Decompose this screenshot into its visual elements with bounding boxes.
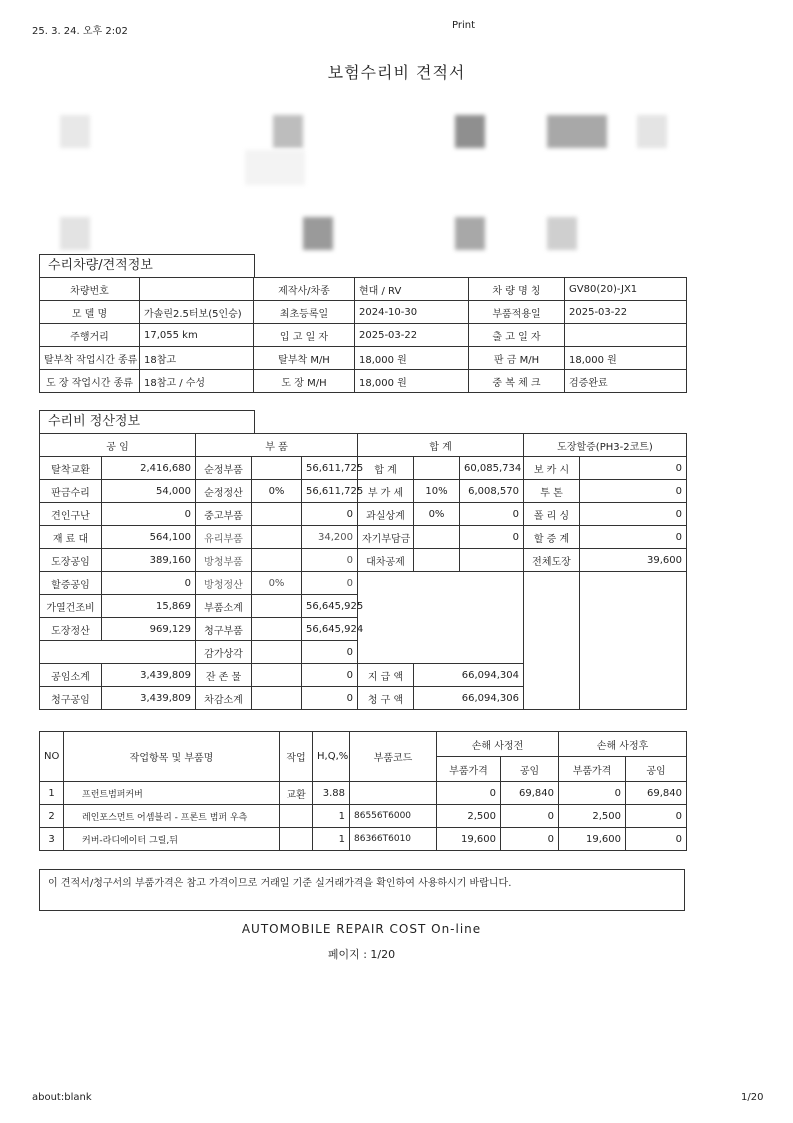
settlement-header-row: [40, 434, 687, 457]
paint-value: 0: [580, 457, 687, 480]
vehicle-field-value: 현대 / RV: [355, 278, 469, 301]
paint-empty-right: [580, 572, 687, 710]
vehicle-row: [40, 278, 687, 301]
settlement-row: [40, 503, 687, 526]
parts-value: 0: [302, 641, 358, 664]
vehicle-field-value: 2025-03-22: [565, 301, 687, 324]
vehicle-field-value: 가솔린2.5터보(5인승): [140, 301, 254, 324]
footer-title: AUTOMOBILE REPAIR COST On-line: [241, 922, 482, 936]
items-header-row: [40, 732, 687, 757]
document-title: 보험수리비 견적서: [327, 63, 466, 82]
labor-label: 견인구난: [40, 503, 102, 526]
paint-label: 할 증 계: [524, 526, 580, 549]
parts-label: 순정정산: [196, 480, 252, 503]
settlement-table: [39, 433, 687, 710]
vehicle-field-label: 부품적용일: [469, 301, 565, 324]
vehicle-field-value: 18,000 원: [355, 370, 469, 393]
print-label: Print: [452, 20, 476, 31]
parts-rate: [252, 457, 302, 480]
parts-value: 34,200: [302, 526, 358, 549]
parts-value: 56,611,725: [302, 457, 358, 480]
parts-rate: [252, 641, 302, 664]
col-work: 작업: [280, 732, 313, 782]
labor-value: 389,160: [102, 549, 196, 572]
col-labor: 공임: [501, 757, 559, 782]
labor-label: 할증공임: [40, 572, 102, 595]
item-cell: 3: [40, 828, 64, 851]
item-cell: 19,600: [559, 828, 626, 851]
labor-value: 54,000: [102, 480, 196, 503]
parts-label: 차감소계: [196, 687, 252, 710]
item-cell: 1: [313, 805, 350, 828]
vehicle-field-label: 제작사/차종: [254, 278, 355, 301]
parts-label: 잔 존 물: [196, 664, 252, 687]
parts-value: 56,645,925: [302, 595, 358, 618]
settlement-row: [40, 457, 687, 480]
totals-value: 0: [460, 526, 524, 549]
vehicle-field-label: 차 량 명 칭: [469, 278, 565, 301]
totals-label: 과실상계: [358, 503, 414, 526]
labor-label: 도장정산: [40, 618, 102, 641]
labor-label: 가열건조비: [40, 595, 102, 618]
labor-value: 969,129: [102, 618, 196, 641]
parts-rate: 0%: [252, 480, 302, 503]
vehicle-row: [40, 324, 687, 347]
labor-value: 0: [102, 572, 196, 595]
item-cell: 2,500: [437, 805, 501, 828]
vehicle-field-label: 도 장 M/H: [254, 370, 355, 393]
totals-rate: [414, 526, 460, 549]
parts-label: 부품소계: [196, 595, 252, 618]
totals-value: 60,085,734: [460, 457, 524, 480]
paint-empty-left: [524, 572, 580, 710]
final-label: 지 급 액: [358, 664, 414, 687]
col-labor: 공임: [626, 757, 687, 782]
vehicle-field-label: 탈부착 작업시간 종류: [40, 347, 140, 370]
col-before: 손해 사정전: [437, 732, 559, 757]
totals-rate: 0%: [414, 503, 460, 526]
item-cell: 69,840: [501, 782, 559, 805]
labor-label: 탈착교환: [40, 457, 102, 480]
vehicle-field-label: 판 금 M/H: [469, 347, 565, 370]
paint-label: 투 톤: [524, 480, 580, 503]
settlement-row: [40, 480, 687, 503]
labor-label: 판금수리: [40, 480, 102, 503]
vehicle-field-label: 입 고 일 자: [254, 324, 355, 347]
totals-empty: [358, 572, 524, 664]
vehicle-field-value: 18,000 원: [565, 347, 687, 370]
col-price: 부품가격: [437, 757, 501, 782]
vehicle-field-label: 차량번호: [40, 278, 140, 301]
parts-value: 0: [302, 549, 358, 572]
vehicle-field-value: [565, 324, 687, 347]
items-table: [39, 731, 687, 851]
vehicle-field-value: 2025-03-22: [355, 324, 469, 347]
totals-rate: [414, 549, 460, 572]
item-cell: 프런트범퍼커버: [64, 782, 280, 805]
vehicle-field-value: [140, 278, 254, 301]
vehicle-field-value: 18참고 / 수성: [140, 370, 254, 393]
labor-empty: [40, 641, 196, 664]
parts-label: 청구부품: [196, 618, 252, 641]
settlement-row: [40, 549, 687, 572]
print-page-number: 1/20: [741, 1092, 764, 1103]
parts-rate: [252, 618, 302, 641]
vehicle-field-label: 출 고 일 자: [469, 324, 565, 347]
parts-value: 0: [302, 572, 358, 595]
labor-value: 0: [102, 503, 196, 526]
parts-label: 유리부품: [196, 526, 252, 549]
vehicle-row: [40, 301, 687, 324]
item-cell: 0: [501, 828, 559, 851]
parts-rate: [252, 503, 302, 526]
settlement-row: [40, 572, 687, 595]
totals-label: 합 계: [358, 457, 414, 480]
item-cell: 커버-라디에이터 그릴,뒤: [64, 828, 280, 851]
item-cell: 0: [626, 828, 687, 851]
vehicle-field-label: 도 장 작업시간 종류: [40, 370, 140, 393]
item-row: [40, 805, 687, 828]
vehicle-section-label: 수리차량/견적정보: [39, 254, 255, 277]
item-cell: 1: [313, 828, 350, 851]
totals-rate: [414, 457, 460, 480]
item-cell: 19,600: [437, 828, 501, 851]
item-row: [40, 828, 687, 851]
item-row: [40, 782, 687, 805]
totals-rate: 10%: [414, 480, 460, 503]
vehicle-field-label: 최초등록일: [254, 301, 355, 324]
col-no: NO: [40, 732, 64, 782]
totals-value: 0: [460, 503, 524, 526]
item-cell: [280, 828, 313, 851]
labor-label: 공임소계: [40, 664, 102, 687]
totals-label: 대차공제: [358, 549, 414, 572]
parts-rate: [252, 549, 302, 572]
item-cell: 0: [437, 782, 501, 805]
totals-label: 부 가 세: [358, 480, 414, 503]
col-name: 작업항목 및 부품명: [64, 732, 280, 782]
paint-label: 보 카 시: [524, 457, 580, 480]
item-cell: 0: [501, 805, 559, 828]
item-cell: 86556T6000: [350, 805, 437, 828]
paint-value: 0: [580, 480, 687, 503]
paint-label: 폴 리 싱: [524, 503, 580, 526]
disclaimer-note: 이 견적서/청구서의 부품가격은 참고 가격이므로 거래일 기준 실거래가격을 확인하여 사용하시기 바랍니다.: [39, 869, 685, 911]
item-cell: 0: [559, 782, 626, 805]
vehicle-field-value: 검증완료: [565, 370, 687, 393]
labor-value: 3,439,809: [102, 664, 196, 687]
paint-value: 0: [580, 503, 687, 526]
parts-value: 0: [302, 687, 358, 710]
parts-label: 순정부품: [196, 457, 252, 480]
print-datetime: 25. 3. 24. 오후 2:02: [32, 26, 128, 37]
labor-value: 3,439,809: [102, 687, 196, 710]
paint-header: 도장할증(PH3-2코트): [524, 434, 687, 457]
settlement-row: [40, 526, 687, 549]
labor-value: 15,869: [102, 595, 196, 618]
vehicle-field-label: 탈부착 M/H: [254, 347, 355, 370]
paint-label: 전체도장: [524, 549, 580, 572]
totals-header: 합 계: [358, 434, 524, 457]
vehicle-field-label: 주행거리: [40, 324, 140, 347]
parts-value: 56,645,924: [302, 618, 358, 641]
final-value: 66,094,306: [414, 687, 524, 710]
parts-label: 방청정산: [196, 572, 252, 595]
parts-rate: [252, 595, 302, 618]
vehicle-field-value: GV80(20)-JX1: [565, 278, 687, 301]
vehicle-field-label: 중 복 체 크: [469, 370, 565, 393]
vehicle-row: [40, 370, 687, 393]
labor-label: 청구공임: [40, 687, 102, 710]
parts-label: 감가상각: [196, 641, 252, 664]
final-value: 66,094,304: [414, 664, 524, 687]
parts-value: 0: [302, 664, 358, 687]
totals-value: 6,008,570: [460, 480, 524, 503]
labor-header: 공 임: [40, 434, 196, 457]
labor-value: 2,416,680: [102, 457, 196, 480]
parts-rate: [252, 687, 302, 710]
item-cell: 3.88: [313, 782, 350, 805]
print-url: about:blank: [32, 1092, 92, 1103]
item-cell: 레인포스먼트 어셈블리 - 프론트 범퍼 우측: [64, 805, 280, 828]
parts-label: 방청부품: [196, 549, 252, 572]
parts-rate: 0%: [252, 572, 302, 595]
settlement-section-label: 수리비 정산정보: [39, 410, 255, 433]
parts-rate: [252, 664, 302, 687]
parts-header: 부 품: [196, 434, 358, 457]
paint-value: 0: [580, 526, 687, 549]
item-cell: 1: [40, 782, 64, 805]
parts-rate: [252, 526, 302, 549]
paint-value: 39,600: [580, 549, 687, 572]
labor-value: 564,100: [102, 526, 196, 549]
item-cell: 0: [626, 805, 687, 828]
totals-label: 자기부담금: [358, 526, 414, 549]
item-cell: 2: [40, 805, 64, 828]
vehicle-field-value: 2024-10-30: [355, 301, 469, 324]
item-cell: [280, 805, 313, 828]
col-code: 부품코드: [350, 732, 437, 782]
labor-label: 재 료 대: [40, 526, 102, 549]
item-cell: 교환: [280, 782, 313, 805]
totals-value: [460, 549, 524, 572]
item-cell: 2,500: [559, 805, 626, 828]
item-cell: 69,840: [626, 782, 687, 805]
vehicle-field-value: 18참고: [140, 347, 254, 370]
vehicle-row: [40, 347, 687, 370]
item-cell: 86366T6010: [350, 828, 437, 851]
vehicle-field-value: 17,055 km: [140, 324, 254, 347]
col-hq: H,Q,%: [313, 732, 350, 782]
final-label: 청 구 액: [358, 687, 414, 710]
labor-label: 도장공임: [40, 549, 102, 572]
page-label: 페이지 : 1/20: [327, 948, 396, 961]
parts-value: 56,611,725: [302, 480, 358, 503]
col-after: 손해 사정후: [559, 732, 687, 757]
vehicle-field-label: 모 델 명: [40, 301, 140, 324]
item-cell: [350, 782, 437, 805]
vehicle-info-table: [39, 277, 687, 393]
parts-label: 중고부품: [196, 503, 252, 526]
col-price: 부품가격: [559, 757, 626, 782]
parts-value: 0: [302, 503, 358, 526]
vehicle-field-value: 18,000 원: [355, 347, 469, 370]
